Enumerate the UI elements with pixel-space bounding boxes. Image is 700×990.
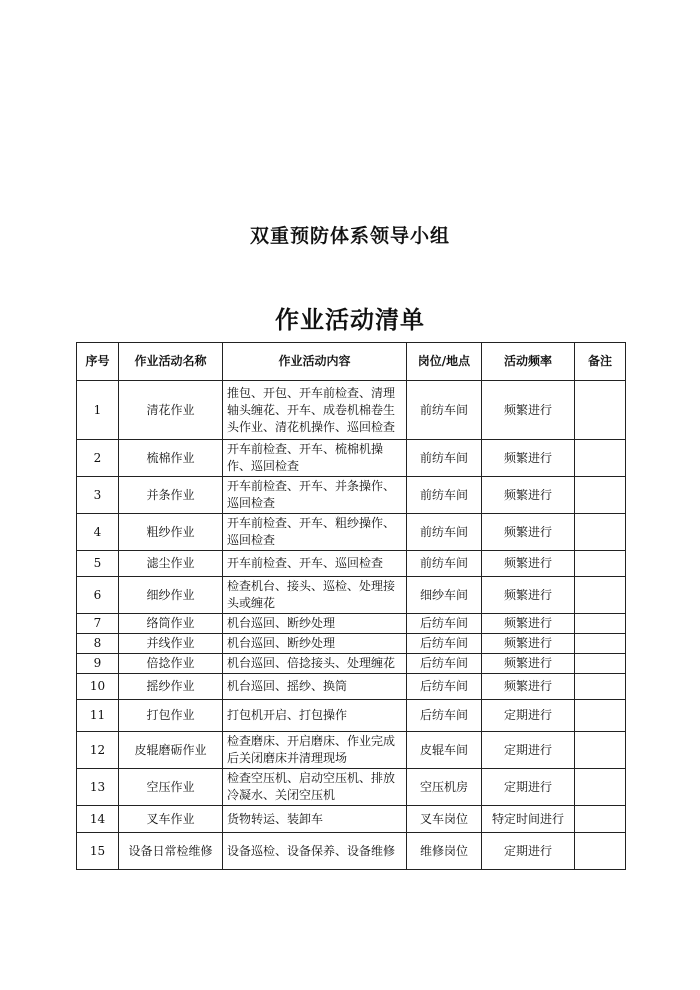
activity-post: 前纺车间: [407, 551, 482, 577]
activity-note: [575, 634, 626, 654]
activity-table: [76, 342, 626, 870]
activity-note: [575, 732, 626, 769]
activity-note: [575, 806, 626, 833]
activity-post: 前纺车间: [407, 477, 482, 514]
header-no: 序号: [77, 343, 119, 381]
activity-note: [575, 614, 626, 634]
activity-post: 前纺车间: [407, 381, 482, 440]
activity-post: 后纺车间: [407, 634, 482, 654]
activity-content: 货物转运、装卸车: [223, 806, 407, 833]
header-name: 作业活动名称: [119, 343, 223, 381]
activity-frequency: 定期进行: [482, 769, 575, 806]
activity-frequency: 频繁进行: [482, 551, 575, 577]
header-frequency: 活动频率: [482, 343, 575, 381]
row-number: 12: [77, 732, 119, 769]
activity-content: 打包机开启、打包操作: [223, 700, 407, 732]
activity-content: 机台巡回、断纱处理: [223, 614, 407, 634]
activity-name: 梳棉作业: [119, 440, 223, 477]
activity-post: 后纺车间: [407, 654, 482, 674]
activity-frequency: 频繁进行: [482, 577, 575, 614]
header-post: 岗位/地点: [407, 343, 482, 381]
table-row: [77, 674, 626, 700]
activity-frequency: 定期进行: [482, 700, 575, 732]
row-number: 5: [77, 551, 119, 577]
activity-content: 开车前检查、开车、粗纱操作、巡回检查: [223, 514, 407, 551]
activity-content: 检查磨床、开启磨床、作业完成后关闭磨床并清理现场: [223, 732, 407, 769]
row-number: 8: [77, 634, 119, 654]
activity-name: 并线作业: [119, 634, 223, 654]
activity-frequency: 频繁进行: [482, 654, 575, 674]
activity-content: 机台巡回、倍捻接头、处理缠花: [223, 654, 407, 674]
activity-post: 空压机房: [407, 769, 482, 806]
activity-content: 开车前检查、开车、梳棉机操作、巡回检查: [223, 440, 407, 477]
header-row: [77, 343, 626, 381]
activity-name: 粗纱作业: [119, 514, 223, 551]
table-row: [77, 732, 626, 769]
activity-post: 后纺车间: [407, 700, 482, 732]
row-number: 3: [77, 477, 119, 514]
table-title: 作业活动清单: [275, 306, 425, 334]
activity-note: [575, 551, 626, 577]
activity-post: 后纺车间: [407, 614, 482, 634]
activity-name: 摇纱作业: [119, 674, 223, 700]
table-row: [77, 577, 626, 614]
activity-frequency: 定期进行: [482, 833, 575, 870]
activity-content: 推包、开包、开车前检查、清理轴头缠花、开车、成卷机棉卷生头作业、清花机操作、巡回检查: [223, 381, 407, 440]
activity-content: 开车前检查、开车、巡回检查: [223, 551, 407, 577]
activity-note: [575, 381, 626, 440]
activity-note: [575, 577, 626, 614]
activity-note: [575, 654, 626, 674]
header-note: 备注: [575, 343, 626, 381]
table-row: [77, 381, 626, 440]
activity-frequency: 频繁进行: [482, 674, 575, 700]
row-number: 10: [77, 674, 119, 700]
row-number: 14: [77, 806, 119, 833]
activity-post: 细纱车间: [407, 577, 482, 614]
activity-name: 叉车作业: [119, 806, 223, 833]
activity-post: 后纺车间: [407, 674, 482, 700]
activity-name: 设备日常检维修: [119, 833, 223, 870]
table-row: [77, 833, 626, 870]
activity-content: 机台巡回、摇纱、换筒: [223, 674, 407, 700]
activity-post: 前纺车间: [407, 440, 482, 477]
activity-name: 并条作业: [119, 477, 223, 514]
activity-name: 滤尘作业: [119, 551, 223, 577]
row-number: 1: [77, 381, 119, 440]
table-row: [77, 440, 626, 477]
table-row: [77, 514, 626, 551]
row-number: 6: [77, 577, 119, 614]
activity-name: 皮辊磨砺作业: [119, 732, 223, 769]
row-number: 2: [77, 440, 119, 477]
activity-post: 皮辊车间: [407, 732, 482, 769]
activity-frequency: 频繁进行: [482, 381, 575, 440]
activity-frequency: 频繁进行: [482, 634, 575, 654]
row-number: 13: [77, 769, 119, 806]
activity-note: [575, 674, 626, 700]
header-content: 作业活动内容: [223, 343, 407, 381]
activity-post: 维修岗位: [407, 833, 482, 870]
activity-post: 叉车岗位: [407, 806, 482, 833]
activity-frequency: 频繁进行: [482, 614, 575, 634]
activity-name: 打包作业: [119, 700, 223, 732]
activity-name: 清花作业: [119, 381, 223, 440]
table-row: [77, 634, 626, 654]
row-number: 15: [77, 833, 119, 870]
activity-frequency: 特定时间进行: [482, 806, 575, 833]
row-number: 9: [77, 654, 119, 674]
activity-frequency: 频繁进行: [482, 514, 575, 551]
row-number: 4: [77, 514, 119, 551]
activity-note: [575, 833, 626, 870]
activity-note: [575, 514, 626, 551]
activity-name: 络筒作业: [119, 614, 223, 634]
activity-name: 倍捻作业: [119, 654, 223, 674]
table-row: [77, 614, 626, 634]
activity-note: [575, 440, 626, 477]
table-row: [77, 551, 626, 577]
activity-content: 开车前检查、开车、并条操作、巡回检查: [223, 477, 407, 514]
activity-note: [575, 700, 626, 732]
activity-content: 机台巡回、断纱处理: [223, 634, 407, 654]
activity-name: 空压作业: [119, 769, 223, 806]
activity-content: 设备巡检、设备保养、设备维修: [223, 833, 407, 870]
activity-content: 检查空压机、启动空压机、排放冷凝水、关闭空压机: [223, 769, 407, 806]
org-title: 双重预防体系领导小组: [249, 225, 450, 247]
row-number: 11: [77, 700, 119, 732]
activity-frequency: 频繁进行: [482, 440, 575, 477]
activity-post: 前纺车间: [407, 514, 482, 551]
activity-frequency: 定期进行: [482, 732, 575, 769]
row-number: 7: [77, 614, 119, 634]
table-row: [77, 769, 626, 806]
activity-content: 检查机台、接头、巡检、处理接头或缠花: [223, 577, 407, 614]
activity-name: 细纱作业: [119, 577, 223, 614]
activity-note: [575, 769, 626, 806]
table-row: [77, 654, 626, 674]
table-row: [77, 700, 626, 732]
activity-frequency: 频繁进行: [482, 477, 575, 514]
table-row: [77, 806, 626, 833]
activity-note: [575, 477, 626, 514]
table-row: [77, 477, 626, 514]
